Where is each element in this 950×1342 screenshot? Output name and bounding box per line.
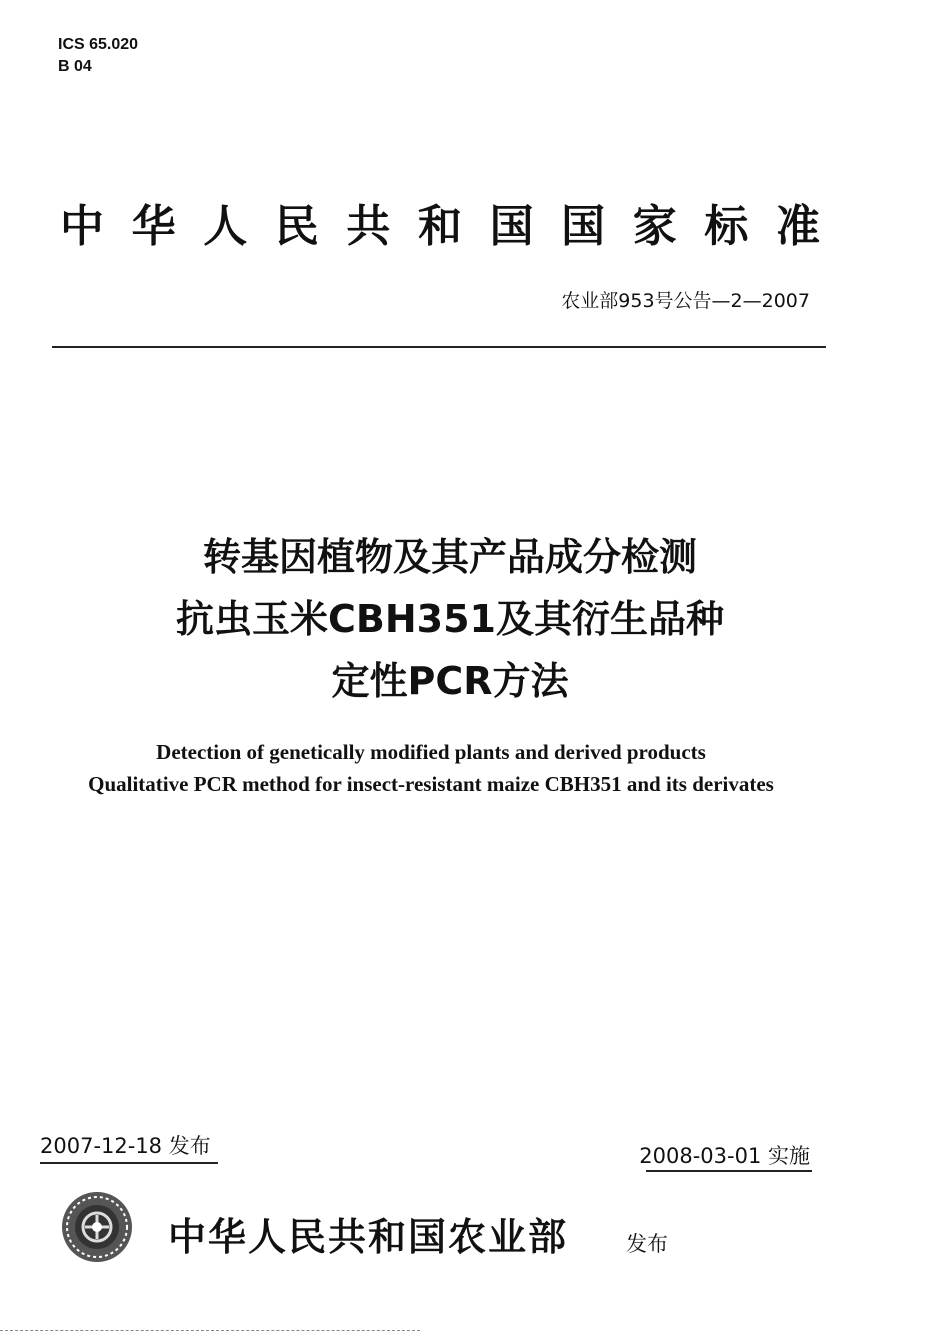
national-title-char: 华 — [131, 201, 176, 252]
chinese-title-line-3: 定性PCR方法 — [331, 659, 569, 703]
ics-code: ICS 65.020 — [58, 36, 139, 53]
national-title-char: 中 — [60, 201, 104, 252]
chinese-title — [0, 526, 900, 712]
national-title-char: 国 — [489, 201, 534, 252]
ccs-code: B 04 — [58, 58, 92, 75]
national-title-char: 国 — [561, 201, 606, 252]
implementation-date: 2008-03-01 实施 — [639, 1144, 810, 1168]
national-title-char: 家 — [632, 201, 677, 252]
english-title — [0, 736, 862, 800]
issue-date-underline — [40, 1162, 218, 1164]
chinese-title-line-1: 转基因植物及其产品成分检测 — [202, 535, 697, 579]
ministry-name: 中华人民共和国农业部 — [168, 1214, 569, 1259]
ministry-emblem-icon — [60, 1190, 134, 1264]
classification-codes — [58, 34, 138, 78]
standard-number: 农业部953号公告—2—2007 — [561, 290, 810, 312]
national-title-char: 人 — [203, 201, 248, 252]
english-title-line-1: Detection of genetically modified plants and derived products — [156, 740, 706, 764]
national-title-char: 标 — [704, 201, 749, 252]
bottom-edge-line — [0, 1330, 420, 1331]
national-title-char: 准 — [775, 201, 820, 252]
chinese-title-line-2: 抗虫玉米CBH351及其衍生品种 — [176, 597, 724, 641]
national-standard-title — [60, 190, 820, 254]
issue-date: 2007-12-18 发布 — [40, 1134, 211, 1158]
national-title-char: 民 — [274, 201, 319, 252]
english-title-line-2: Qualitative PCR method for insect-resistant maize CBH351 and its derivates — [88, 772, 774, 796]
publish-label: 发布 — [626, 1232, 668, 1256]
header-divider — [52, 346, 826, 348]
national-title-char: 和 — [417, 201, 462, 252]
implementation-date-underline — [646, 1170, 812, 1172]
national-title-char: 共 — [346, 201, 391, 252]
